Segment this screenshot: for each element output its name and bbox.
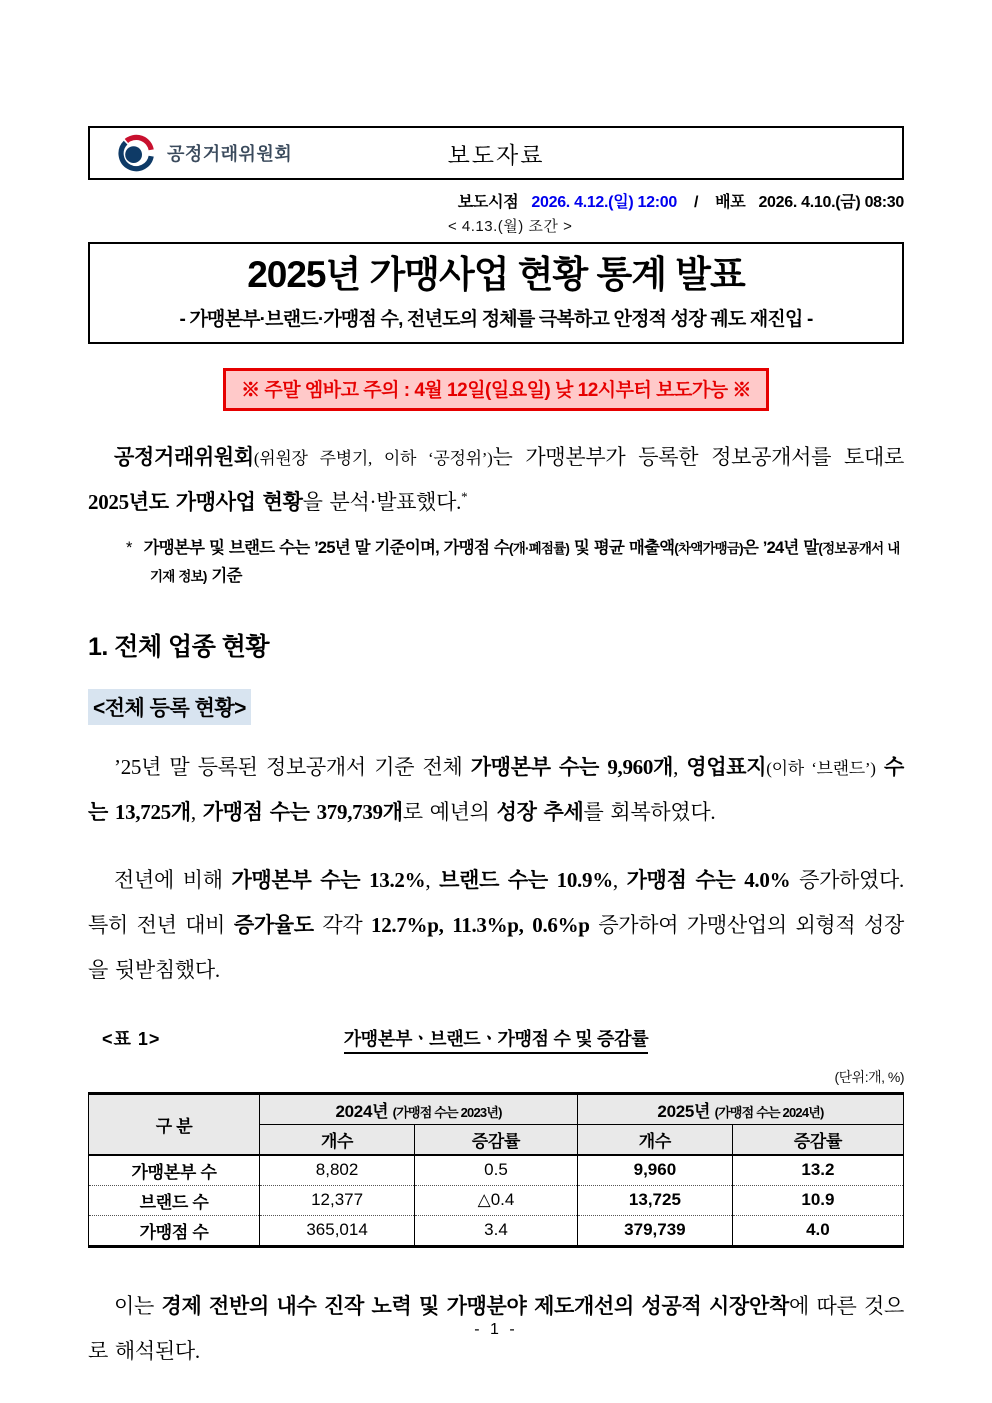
subhead-wrap (88, 689, 904, 725)
distribute-time: 2026. 4.10.(금) 08:30 (758, 194, 904, 211)
column-header-change-2025: 증감률 (732, 1124, 903, 1155)
footnote-marker: * (126, 538, 132, 557)
subtitle: - 가맹본부·브랜드·가맹점 수, 전년도의 정체를 극복하고 안정적 성장 궤도 재진입 - (179, 309, 813, 331)
intro-org: 공정거래위원회 (114, 445, 254, 470)
registration-status-paragraph: ’25년 말 등록된 정보공개서 기준 전체 가맹본부 수는 9,960개, 영업표지(이하 ‘브랜드’) 수는 13,725개, 가맹점 수는 379,739개로 예년의 성장 추세를 회복하였다. (88, 755, 904, 825)
page-number: - 1 - (474, 1321, 518, 1338)
table-row-franchisors: 가맹본부 수 8,802 0.5 9,960 13.2 (89, 1155, 904, 1186)
table-caption (88, 1025, 904, 1051)
column-header-change-2024: 증감률 (414, 1124, 577, 1155)
growth-rate-paragraph: 전년에 비해 가맹본부 수는 13.2%, 브랜드 수는 10.9%, 가맹점 수는 4.0% 증가하였다. 특히 전년 대비 증가율도 각각 12.7%p, 11.3%p, 0.6%p 증가하여 가맹산업의 외형적 성장을 뒷받침했다. (88, 867, 905, 982)
intro-paragraph: 공정거래위원회(위원장 주병기, 이하 ‘공정위’)는 가맹본부가 등록한 정보공개서를 토대로 2025년도 가맹사업 현황을 분석·발표했다.* (88, 445, 905, 515)
table-number-label: <표 1> (102, 1028, 161, 1049)
table-row-brands: 브랜드 수 12,377 △0.4 13,725 10.9 (89, 1185, 904, 1215)
release-time: 2026. 4.12.(일) 12:00 (531, 194, 677, 211)
intro-parenthetical: (위원장 주병기, 이하 ‘공정위’) (253, 449, 493, 469)
separator: / (693, 194, 699, 211)
column-group-2024: 2024년 (가맹점 수는 2023년) (260, 1093, 578, 1124)
subsection-heading: <전체 등록 현황> (88, 689, 251, 725)
column-header-count-2025: 개수 (577, 1124, 732, 1155)
header-box (88, 126, 904, 180)
footnote: * 가맹본부 및 브랜드 수는 ’25년 말 기준이며, 가맹점 수(개·폐점률) 및 평균 매출액(차액가맹금)은 ’24년 말(정보공개서 내 기재 정보) 기준 (126, 538, 900, 586)
column-header-category: 구 분 (89, 1093, 260, 1155)
press-info (88, 189, 904, 236)
title-box (88, 242, 904, 344)
conclusion-paragraph: 이는 경제 전반의 내수 진작 노력 및 가맹분야 제도개선의 성공적 시장안착에 따른 것으로 해석된다. (88, 1293, 904, 1364)
table-header (89, 1093, 904, 1155)
doc-type-label: 보도자료 (447, 141, 545, 168)
section-heading: 1. 전체 업종 현황 (88, 633, 270, 662)
table-row-franchise-stores: 가맹점 수 365,014 3.4 379,739 4.0 (89, 1215, 904, 1246)
release-label: 보도시점 (457, 194, 519, 211)
table-title: 가맹본부ㆍ브랜드ㆍ가맹점 수 및 증감률 (88, 1025, 904, 1051)
press-timing-line (88, 189, 904, 212)
column-group-2025: 2025년 (가맹점 수는 2024년) (577, 1093, 903, 1124)
distribute-label: 배포 (715, 194, 746, 211)
org-name: 공정거래위원회 (167, 144, 293, 164)
unit-label: (단위:개, %) (834, 1068, 904, 1085)
statistics-table (88, 1092, 904, 1248)
column-header-count-2024: 개수 (260, 1124, 415, 1155)
embargo-notice: ※ 주말 엠바고 주의 : 4월 12일(일요일) 낮 12시부터 보도가능 ※ (223, 368, 769, 411)
footnote-reference: * (461, 489, 468, 505)
morning-edition-note: < 4.13.(월) 조간 > (448, 218, 573, 235)
main-title: 2025년 가맹사업 현황 통계 발표 (247, 254, 745, 295)
